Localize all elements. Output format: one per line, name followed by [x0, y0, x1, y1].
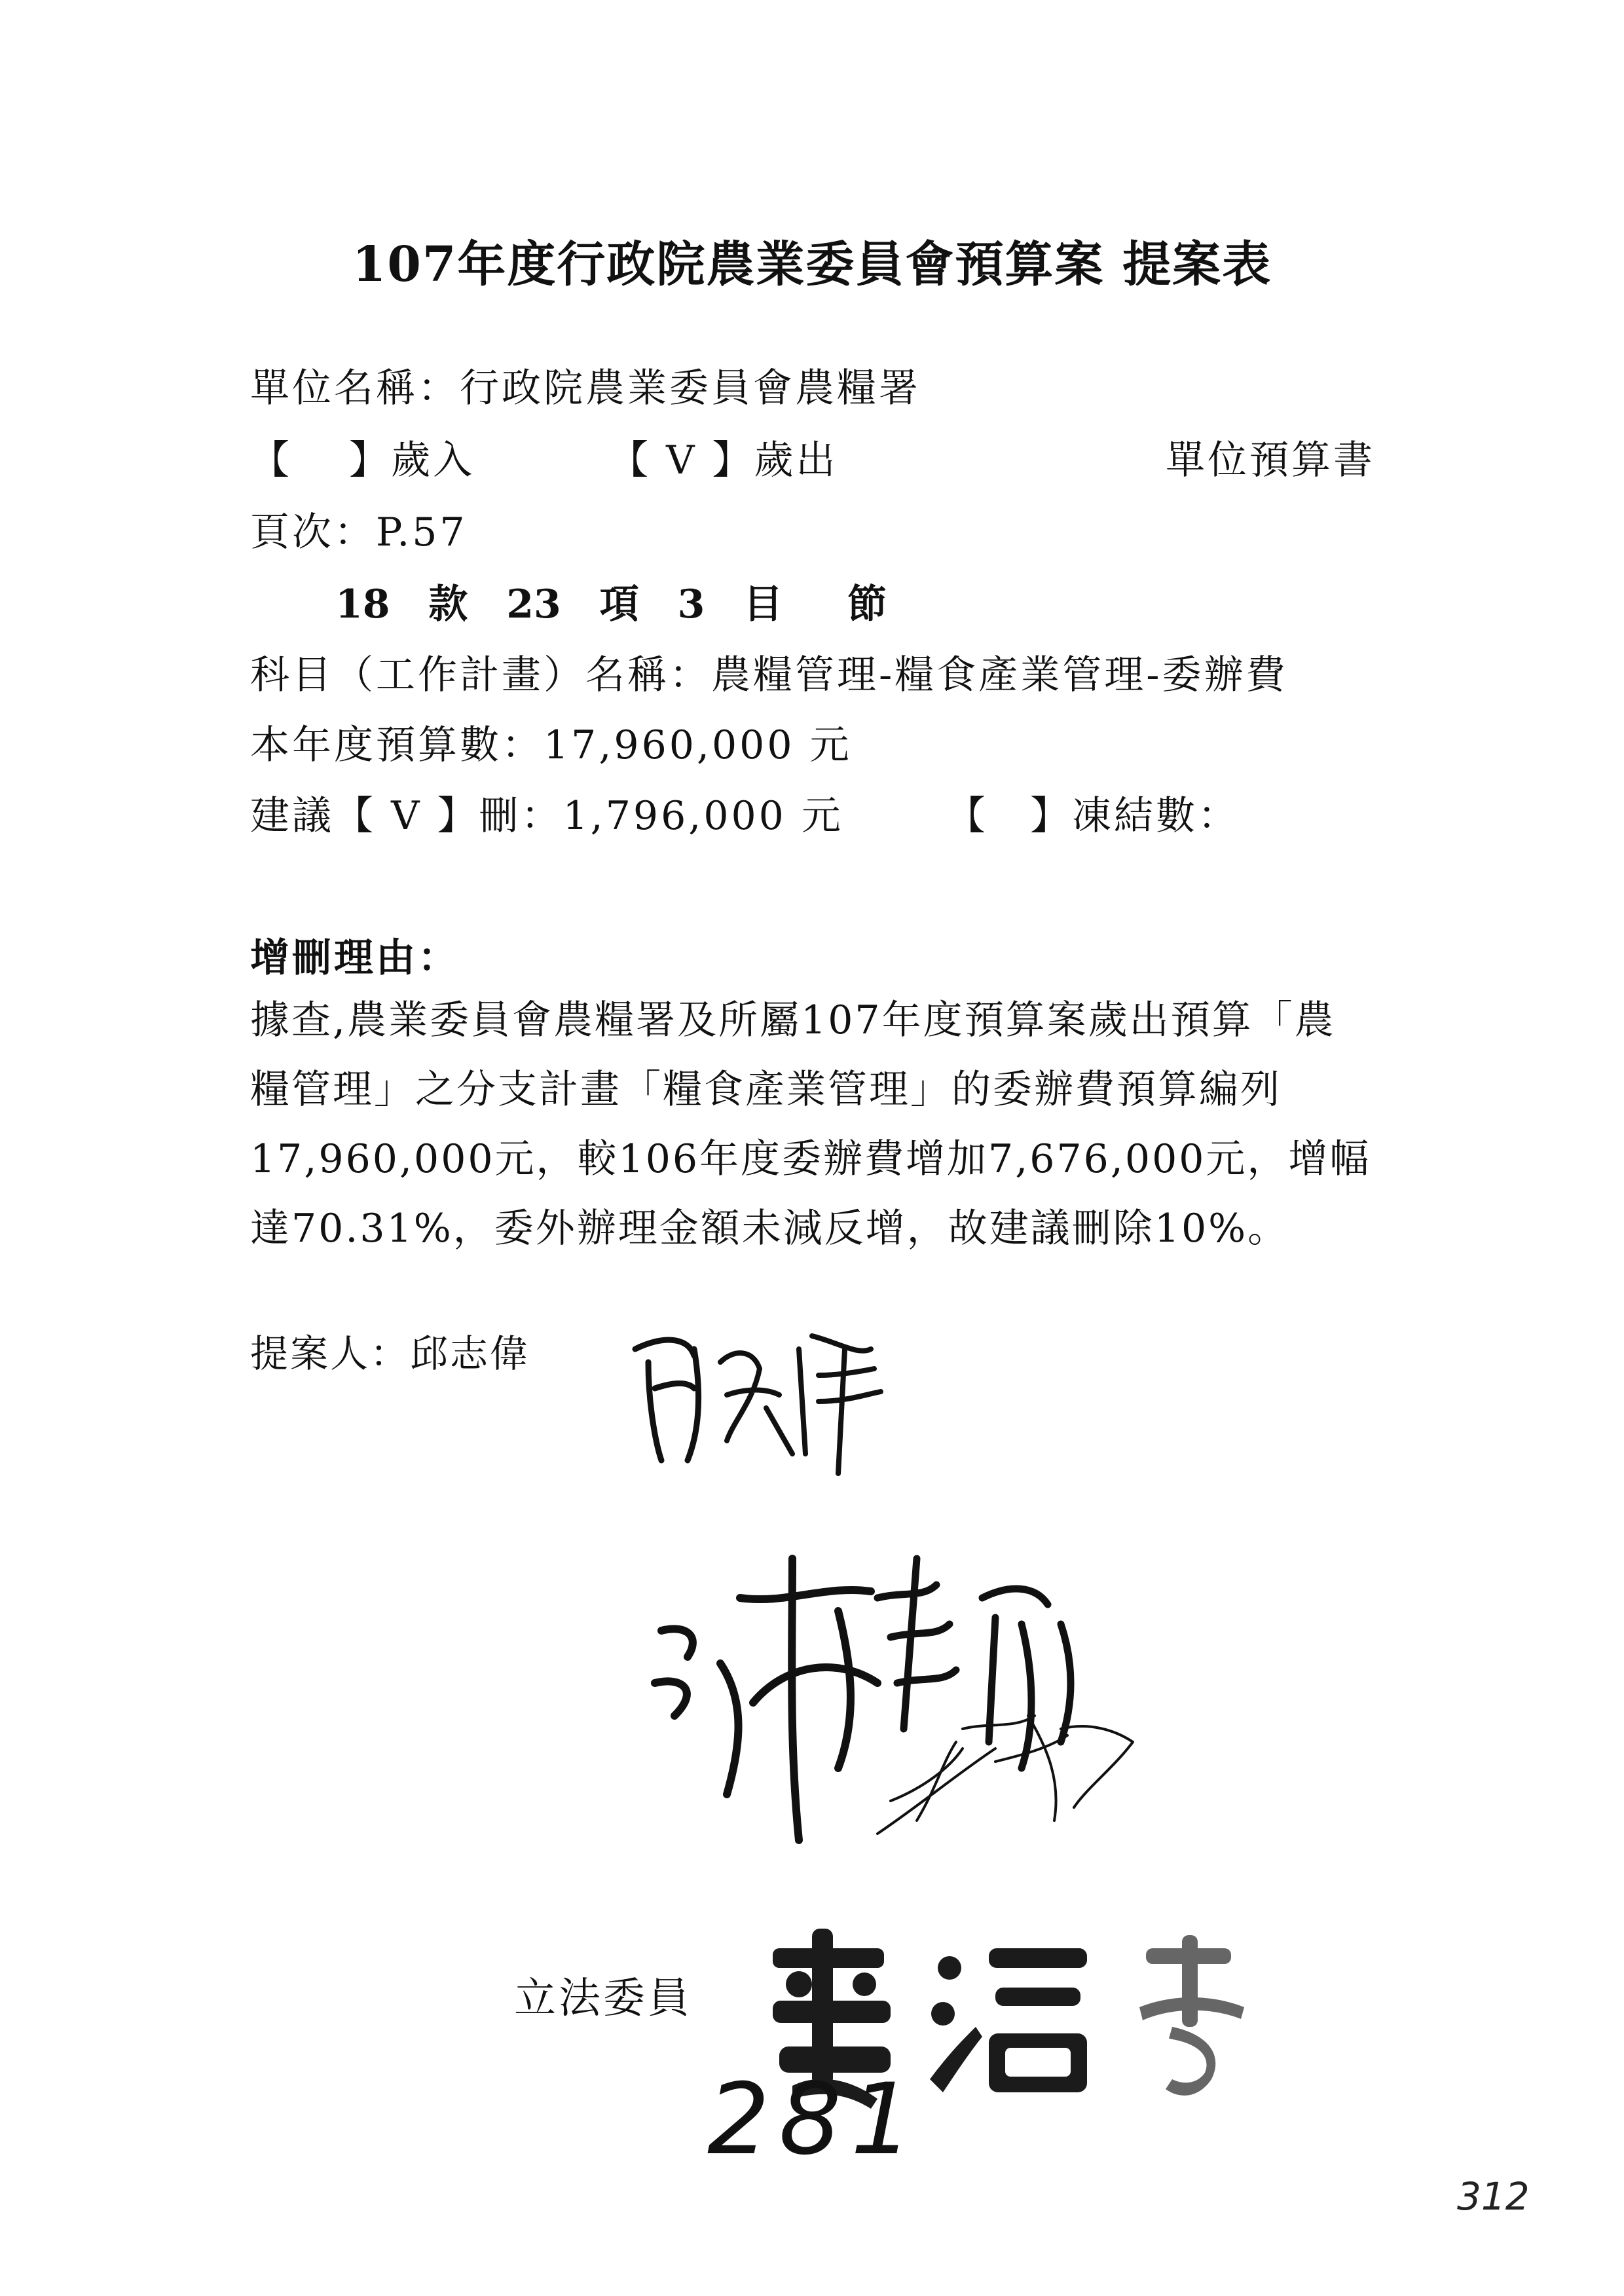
reason-line: 糧管理」之分支計畫「糧食產業管理」的委辦費預算編列 [250, 1067, 1282, 1113]
section-code [335, 573, 912, 629]
handwritten-number: 281 [707, 2063, 923, 2177]
budget-book-label: 單位預算書 [1166, 437, 1375, 483]
legislator-label: 立法委員 [514, 1974, 692, 2023]
signature-3 [864, 1690, 1146, 1860]
mu-label: 目 [743, 582, 783, 627]
reason-line: 17,960,000元，較106年度委辦費增加7,676,000元，增幅 [250, 1136, 1371, 1182]
proposed-cut: 建議【 V 】刪：1,796,000 元 [250, 793, 843, 839]
jie-label: 節 [847, 582, 887, 627]
proposer-line: 提案人：邱志偉 [250, 1331, 530, 1376]
reason-paragraph [250, 986, 1390, 1263]
annual-budget: 本年度預算數：17,960,000 元 [250, 722, 852, 768]
kuan-number: 18 [335, 582, 390, 627]
reason-heading: 增刪理由： [250, 935, 460, 981]
expenditure-checkbox: 【 V 】歲出 [609, 437, 838, 483]
document-title: 107年度行政院農業委員會預算案 提案表 [352, 236, 1272, 293]
reason-line: 據查,農業委員會農糧署及所屬107年度預算案歲出預算「農 [250, 997, 1336, 1043]
page-number: 312 [1457, 2174, 1530, 2219]
reason-line: 達70.31%，委外辦理金額未減反增，故建議刪除10%。 [250, 1206, 1289, 1251]
mu-number: 3 [677, 582, 705, 627]
subject-name: 科目（工作計畫）名稱：農糧管理-糧食產業管理-委辦費 [250, 652, 1288, 698]
xiang-number: 23 [506, 582, 561, 627]
page-reference: 頁次：P.57 [250, 509, 468, 555]
freeze-amount: 【 】凍結數： [946, 793, 1240, 839]
unit-name: 單位名稱：行政院農業委員會農糧署 [250, 365, 921, 411]
revenue-checkbox: 【 】歲入 [250, 437, 475, 483]
kuan-label: 款 [428, 582, 468, 627]
signature-1 [622, 1310, 897, 1487]
xiang-label: 項 [599, 582, 639, 627]
